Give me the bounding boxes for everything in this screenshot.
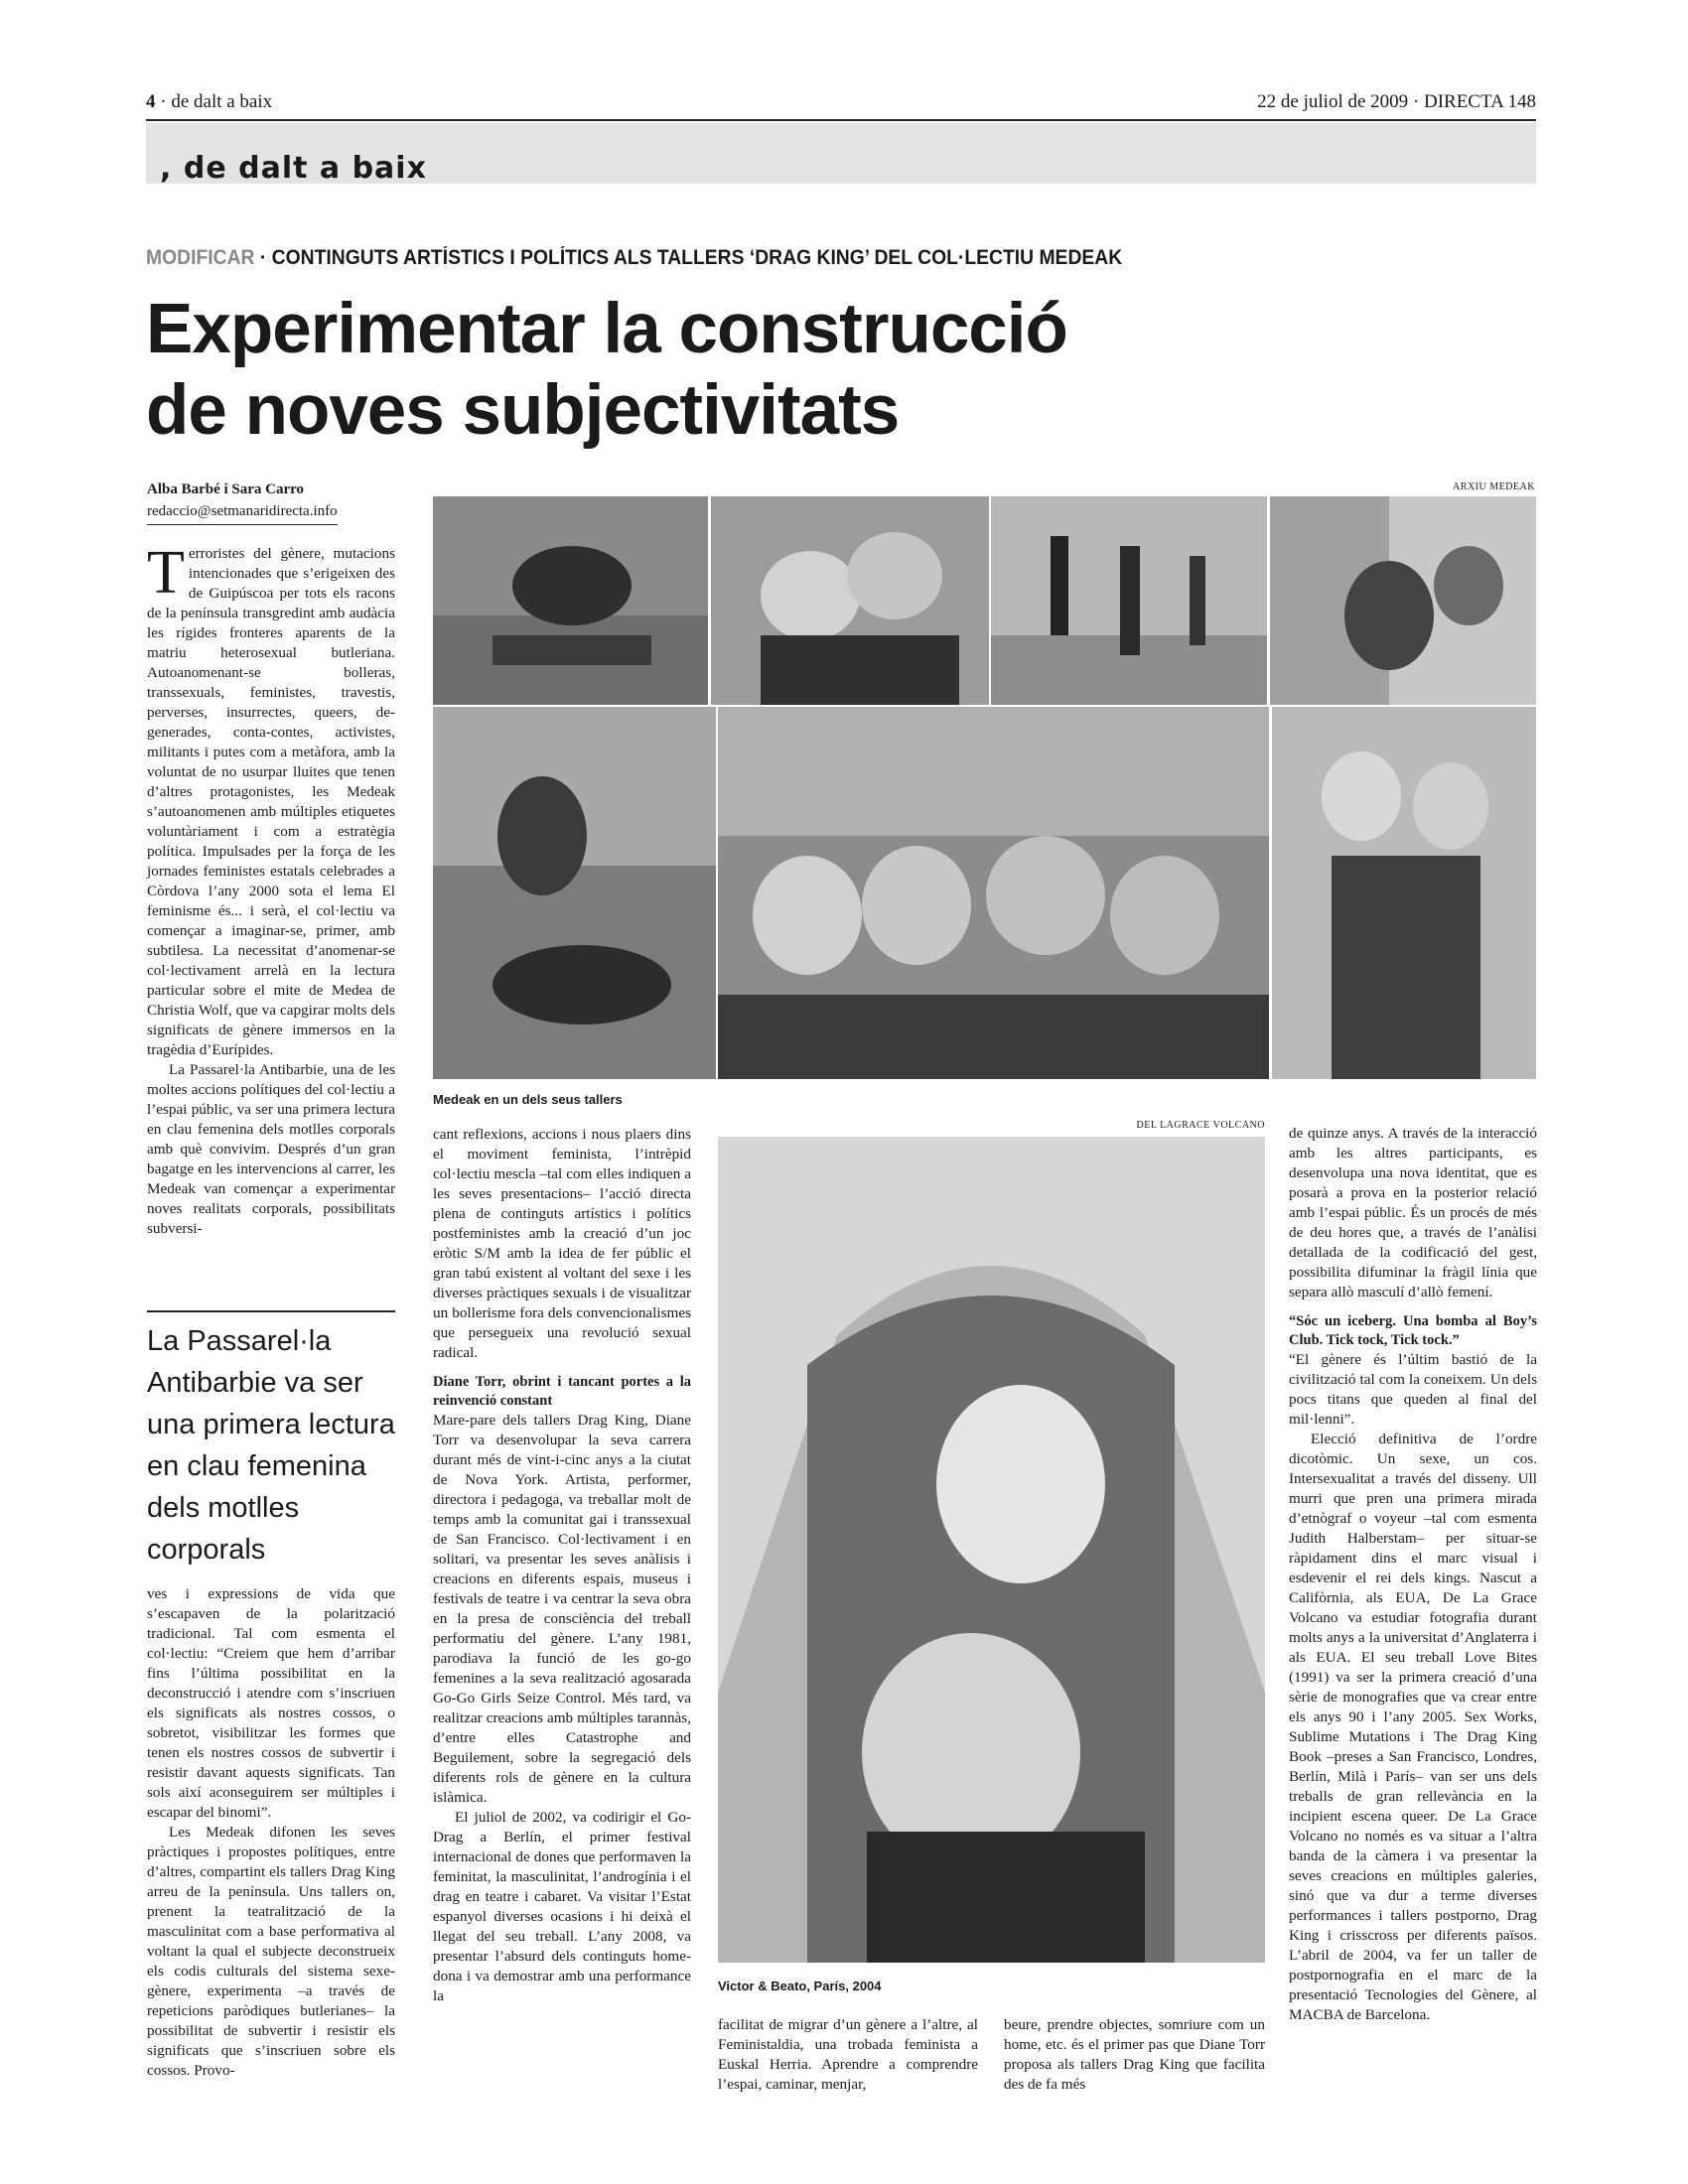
col5-paragraph-1: de quinze anys. A través de la interacció amb les altres participants, es desenvolupa una nova identitat, que es posarà a prova en la posterior relació amb l’espai públic. És un procés de més de deu hores que, a través de l’anàlisi detallada de la codificació del gest, possibilita difuminar la fràgil línia que separa allò masculí d’allò femení. — [1289, 1125, 1537, 1300]
bottom-photo-credit: DEL LAGRACE VOLCANO — [1136, 1120, 1265, 1131]
kicker — [146, 246, 1425, 270]
bottom-photo-caption: Victor & Beato, París, 2004 — [718, 1979, 882, 1993]
column-1-top — [147, 539, 395, 1279]
headline-line-1: Experimentar la construcció — [146, 290, 1067, 368]
col4-paragraph-1: beure, prendre objectes, somriure com un home, etc. és el primer pas que Diane Torr proposa als tallers Drag King que facilita des de fa més — [1004, 2016, 1265, 2093]
column-4 — [1004, 2015, 1265, 2093]
photo-street-performance — [433, 707, 716, 1079]
col2-paragraph-3: El juliol de 2002, va codirigir el Go-Drag a Berlín, el primer festival internacional de dones que performaven la feminitat, la masculinitat, l’androgínia i el drag en teatre i cabaret. Va visitar l’Estat espanyol diverses ocasions i hi deixà el llegat del seu treball. L’any 2008, va presentar l’absurd dels continguts home-dona i va demostrar amb una performance la — [433, 1809, 691, 2004]
photo-couple-lift — [1272, 707, 1536, 1079]
col1-paragraph-2: La Passarel·la Antibarbie, una de les moltes accions polítiques del col·lectiu a l’espai públic, va ser una primera lectura en clau femenina dels motlles corporals amb què convivim. Després d’un gran bagatge en les intervencions al carrer, les Medeak van començar a experimentar noves realitats corporals, possibilitats subversi- — [147, 1061, 395, 1237]
drop-cap: T — [147, 539, 185, 607]
issue-date: 22 de juliol de 2009 · DIRECTA 148 — [1257, 91, 1536, 112]
top-photo-caption: Medeak en un dels seus tallers — [433, 1092, 623, 1107]
col2-subhead: Diane Torr, obrint i tancant portes a la reinvenció constant — [433, 1374, 691, 1409]
headline-line-2: de noves subjectivitats — [146, 371, 900, 450]
col5-paragraph-3: Elecció definitiva de l’ordre dicotòmic. Un sexe, un cos. Intersexualitat a través del disseny. Ull murri que pren una primera mirada d’etnògraf o voyeur –tal com esmenta Judith Halberstam– per situar-se ràpidament dins el marc visual i esdevenir el rei dels kings. Nascut a Califòrnia, als EUA, De La Grace Volcano va estudiar fotografia durant molts anys a la universitat d’Anglaterra i als EUA. El seu treball Love Bites (1991) va ser la primera creació d’una sèrie de monografies que va crear entre els anys 90 i l’any 2005. Sex Works, Sublime Mutations i The Drag King Book –preses a San Francisco, Londres, Berlín, Milà i París– van ser uns dels treballs de gran rellevància en la incipient escena queer. De La Grace Volcano no només es va situar a l’altra banda de la càmera i va presentar la seves creacions en múltiples galeries, sinó que va dur a terme diverses performances i tallers postporno, Drag King i crisscross per diferents països. L’abril de 2004, va fer un taller de postpornografia en el marc de la presentació Tecnologies del Gènere, al MACBA de Barcelona. — [1289, 1431, 1537, 2023]
section-title: , de dalt a baix — [160, 151, 427, 186]
column-2 — [433, 1125, 691, 2023]
photo-group-portrait — [711, 496, 989, 705]
photo-drag-king-group — [718, 707, 1269, 1079]
col2-paragraph-1: cant reflexions, accions i nous plaers dins el moviment feminista, l’intrèpid col·lectiu mescla –tal com elles indiquen a les seves presentacions– l’acció directa plena de continguts artístics i polítics postfeministes amb la creació d’un joc eròtic S/M amb la idea de fer públic el gran tabú existent al voltant del sexe i les diverses pràctiques sexuals i de visualitzar un bollerisme fora dels convencionalismes que persegueix una revolució sexual radical. — [433, 1126, 691, 1361]
column-3 — [718, 2015, 978, 2093]
photo-workshop-floor — [433, 496, 708, 705]
section-bar — [146, 123, 1536, 184]
running-head — [146, 91, 1536, 121]
photo-makeup-session — [1270, 496, 1536, 705]
byline — [147, 478, 395, 525]
photo-victor-beato — [718, 1137, 1265, 1963]
col5-paragraph-2: “El gènere és l’últim bastió de la civilització tal com la coneixem. Un dels pocs titans que queden al final del mil·lenni”. — [1289, 1351, 1537, 1428]
col5-subhead: “Sóc un iceberg. Una bomba al Boy’s Club. Tick tock, Tick tock.” — [1289, 1313, 1537, 1348]
column-1-bottom — [147, 1584, 395, 2079]
kicker-text: · CONTINGUTS ARTÍSTICS I POLÍTICS ALS TALLERS ‘DRAG KING’ DEL COL·LECTIU MEDEAK — [259, 246, 1123, 269]
pull-quote: La Passarel·la Antibarbie va ser una primera lectura en clau femenina dels motlles corporals — [147, 1310, 395, 1570]
column-5 — [1289, 1124, 1537, 2087]
kicker-label: MODIFICAR — [146, 246, 255, 269]
col3-paragraph-1: facilitat de migrar d’un gènere a l’altre, al Feministaldia, una trobada feminista a Euskal Herria. Aprendre a comprendre l’espai, caminar, menjar, — [718, 2016, 978, 2093]
col1-paragraph-3: ves i expressions de vida que s’escapaven de la polarització tradicional. Tal com esmenta el col·lectiu: “Creiem que hem d’arribar fins l’última possibilitat en la deconstrucció i atendre com s’inscriuen els significats als nostres cossos, o sobretot, visibilitzar les formes que tenen els nostres cossos de subvertir i resistir davant aquests significats. Tan sols així aconseguirem ser múltiples i escapar del binomi”. — [147, 1585, 395, 1821]
byline-authors: Alba Barbé i Sara Carro — [147, 481, 305, 497]
col1-paragraph-4: Les Medeak difonen les seves pràctiques i propostes polítiques, entre d’altres, compartint els tallers Drag King arreu de la península. Uns tallers on, prenent la teatralització de la masculinitat com a base performativa al voltant la qual el subjecte deconstrueix els codis culturals del sistema sexe-gènere, experimenta –a través de repeticions paròdiques butlerianes– la possibilitat de subvertir i resistir els significats que s’inscriuen sobre els cossos. Provo- — [147, 1824, 395, 2079]
byline-email: redaccio@setmanaridirecta.info — [147, 500, 338, 525]
page-folio: 4 · de dalt a baix — [146, 91, 273, 112]
headline — [146, 289, 1238, 452]
col2-paragraph-2: Mare-pare dels tallers Drag King, Diane Torr va desenvolupar la seva carrera durant més de vint-i-cinc anys a la ciutat de Nova York. Artista, performer, directora i pedagoga, va treballar molt de temps amb la comunitat gai i transsexual de San Francisco. Col·lectivament i en solitari, va presentar les seves anàlisis i creacions en diferents espais, museus i festivals de teatre i va centrar la seva obra en la presa de consciència del treball performatiu del gènere. L’any 1981, parodiava la funció de les go-go femenines a la seva realització agosarada Go-Go Girls Seize Control. Més tard, va realitzar creacions amb múltiples tarannàs, d’entre elles Catastrophe and Beguilement, sobre la segregació dels diferents rols de gènere en la cultura islàmica. — [433, 1412, 691, 1806]
col1-paragraph-1: erroristes del gènere, mutacions intencionades que s’erigeixen des de Guipúscoa per tots els racons de la península transgredint amb audàcia les rígides fronteres aparents de la matriu heterosexual butleriana. Autoanomenant-se bolleras, transsexuals, feministes, travestis, perverses, insurrectes, queers, de-generades, conta-contes, activistes, militants i putes com a metàfora, amb la voluntat de no usurpar lluites que tenen d’altres protagonistes, les Medeak s’autoanomenen amb múltiples etiquetes voluntàriament i com a estratègia política. Impulsades per la força de les jornades feministes estatals celebrades a Còrdova l’any 2000 sota el lema El feminisme és... i serà, el col·lectiu va començar a imaginar-se, primer, amb subtilesa. La necessitat d’anomenar-se col·lectivament arrelà en la lectura particular sobre el mite de Medea de Christia Wolf, que va capgirar molts dels significats de gènere immersos en la tragèdia d’Eurípides. — [147, 545, 395, 1058]
photo-rehearsal-room — [991, 496, 1267, 705]
top-photo-credit: ARXIU MEDEAK — [1453, 481, 1535, 492]
